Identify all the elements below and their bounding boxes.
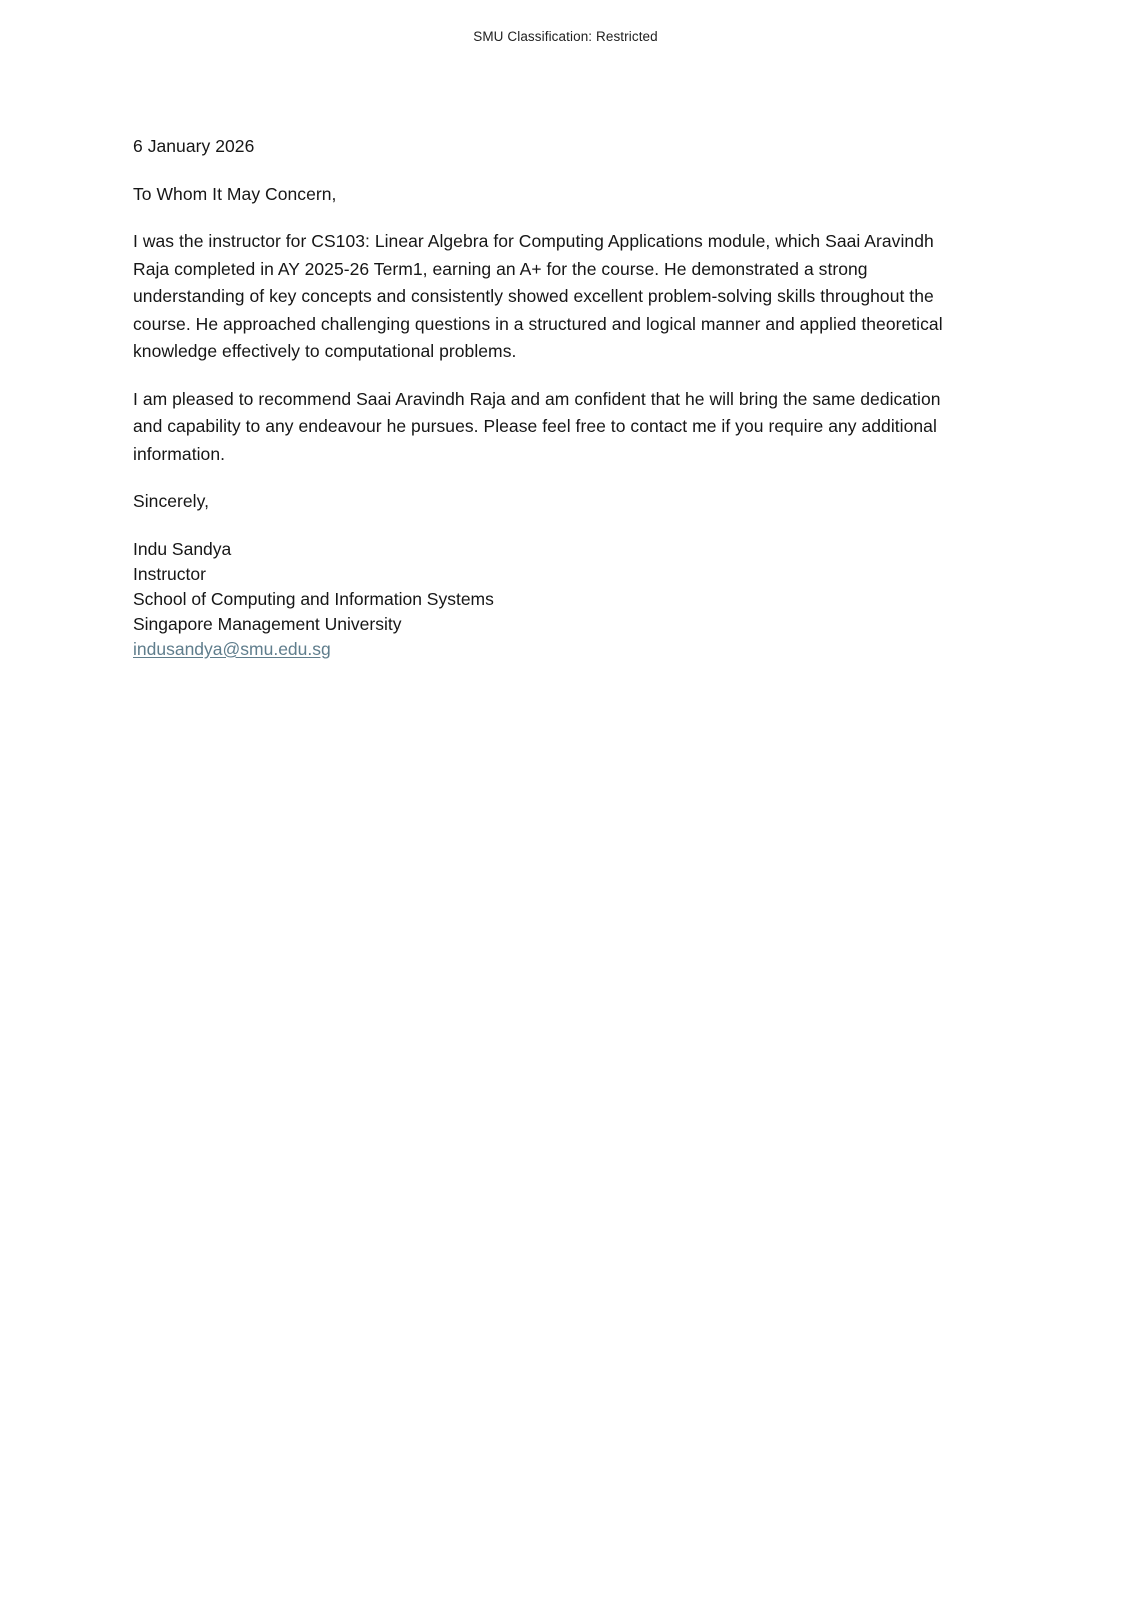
letter-body — [133, 133, 971, 662]
signer-school: School of Computing and Information Systems — [133, 588, 494, 609]
signer-email-link[interactable]: indusandya@smu.edu.sg — [133, 638, 331, 659]
classification-header: SMU Classification: Restricted — [473, 29, 658, 44]
letter-paragraph-1: I was the instructor for CS103: Linear Algebra for Computing Applications module, which Saai Aravindh Raja completed in AY 2025-26 Term1, earning an A+ for the course. He demonstrated a strong understanding of key concepts and consistently showed excellent problem-solving skills throughout the course. He approached challenging questions in a structured and logical manner and applied theoretical knowledge effectively to computational problems. — [133, 231, 943, 361]
signer-name: Indu Sandya — [133, 538, 232, 559]
letter-salutation: To Whom It May Concern, — [133, 183, 337, 204]
letter-paragraph-2: I am pleased to recommend Saai Aravindh Raja and am confident that he will bring the same dedication and capability to any endeavour he pursues. Please feel free to contact me if you require any additional information. — [133, 388, 941, 464]
letter-date: 6 January 2026 — [133, 136, 255, 156]
signature-block — [133, 537, 971, 662]
signer-title: Instructor — [133, 563, 206, 584]
signer-organization: Singapore Management University — [133, 613, 402, 634]
letter-closing: Sincerely, — [133, 491, 210, 511]
